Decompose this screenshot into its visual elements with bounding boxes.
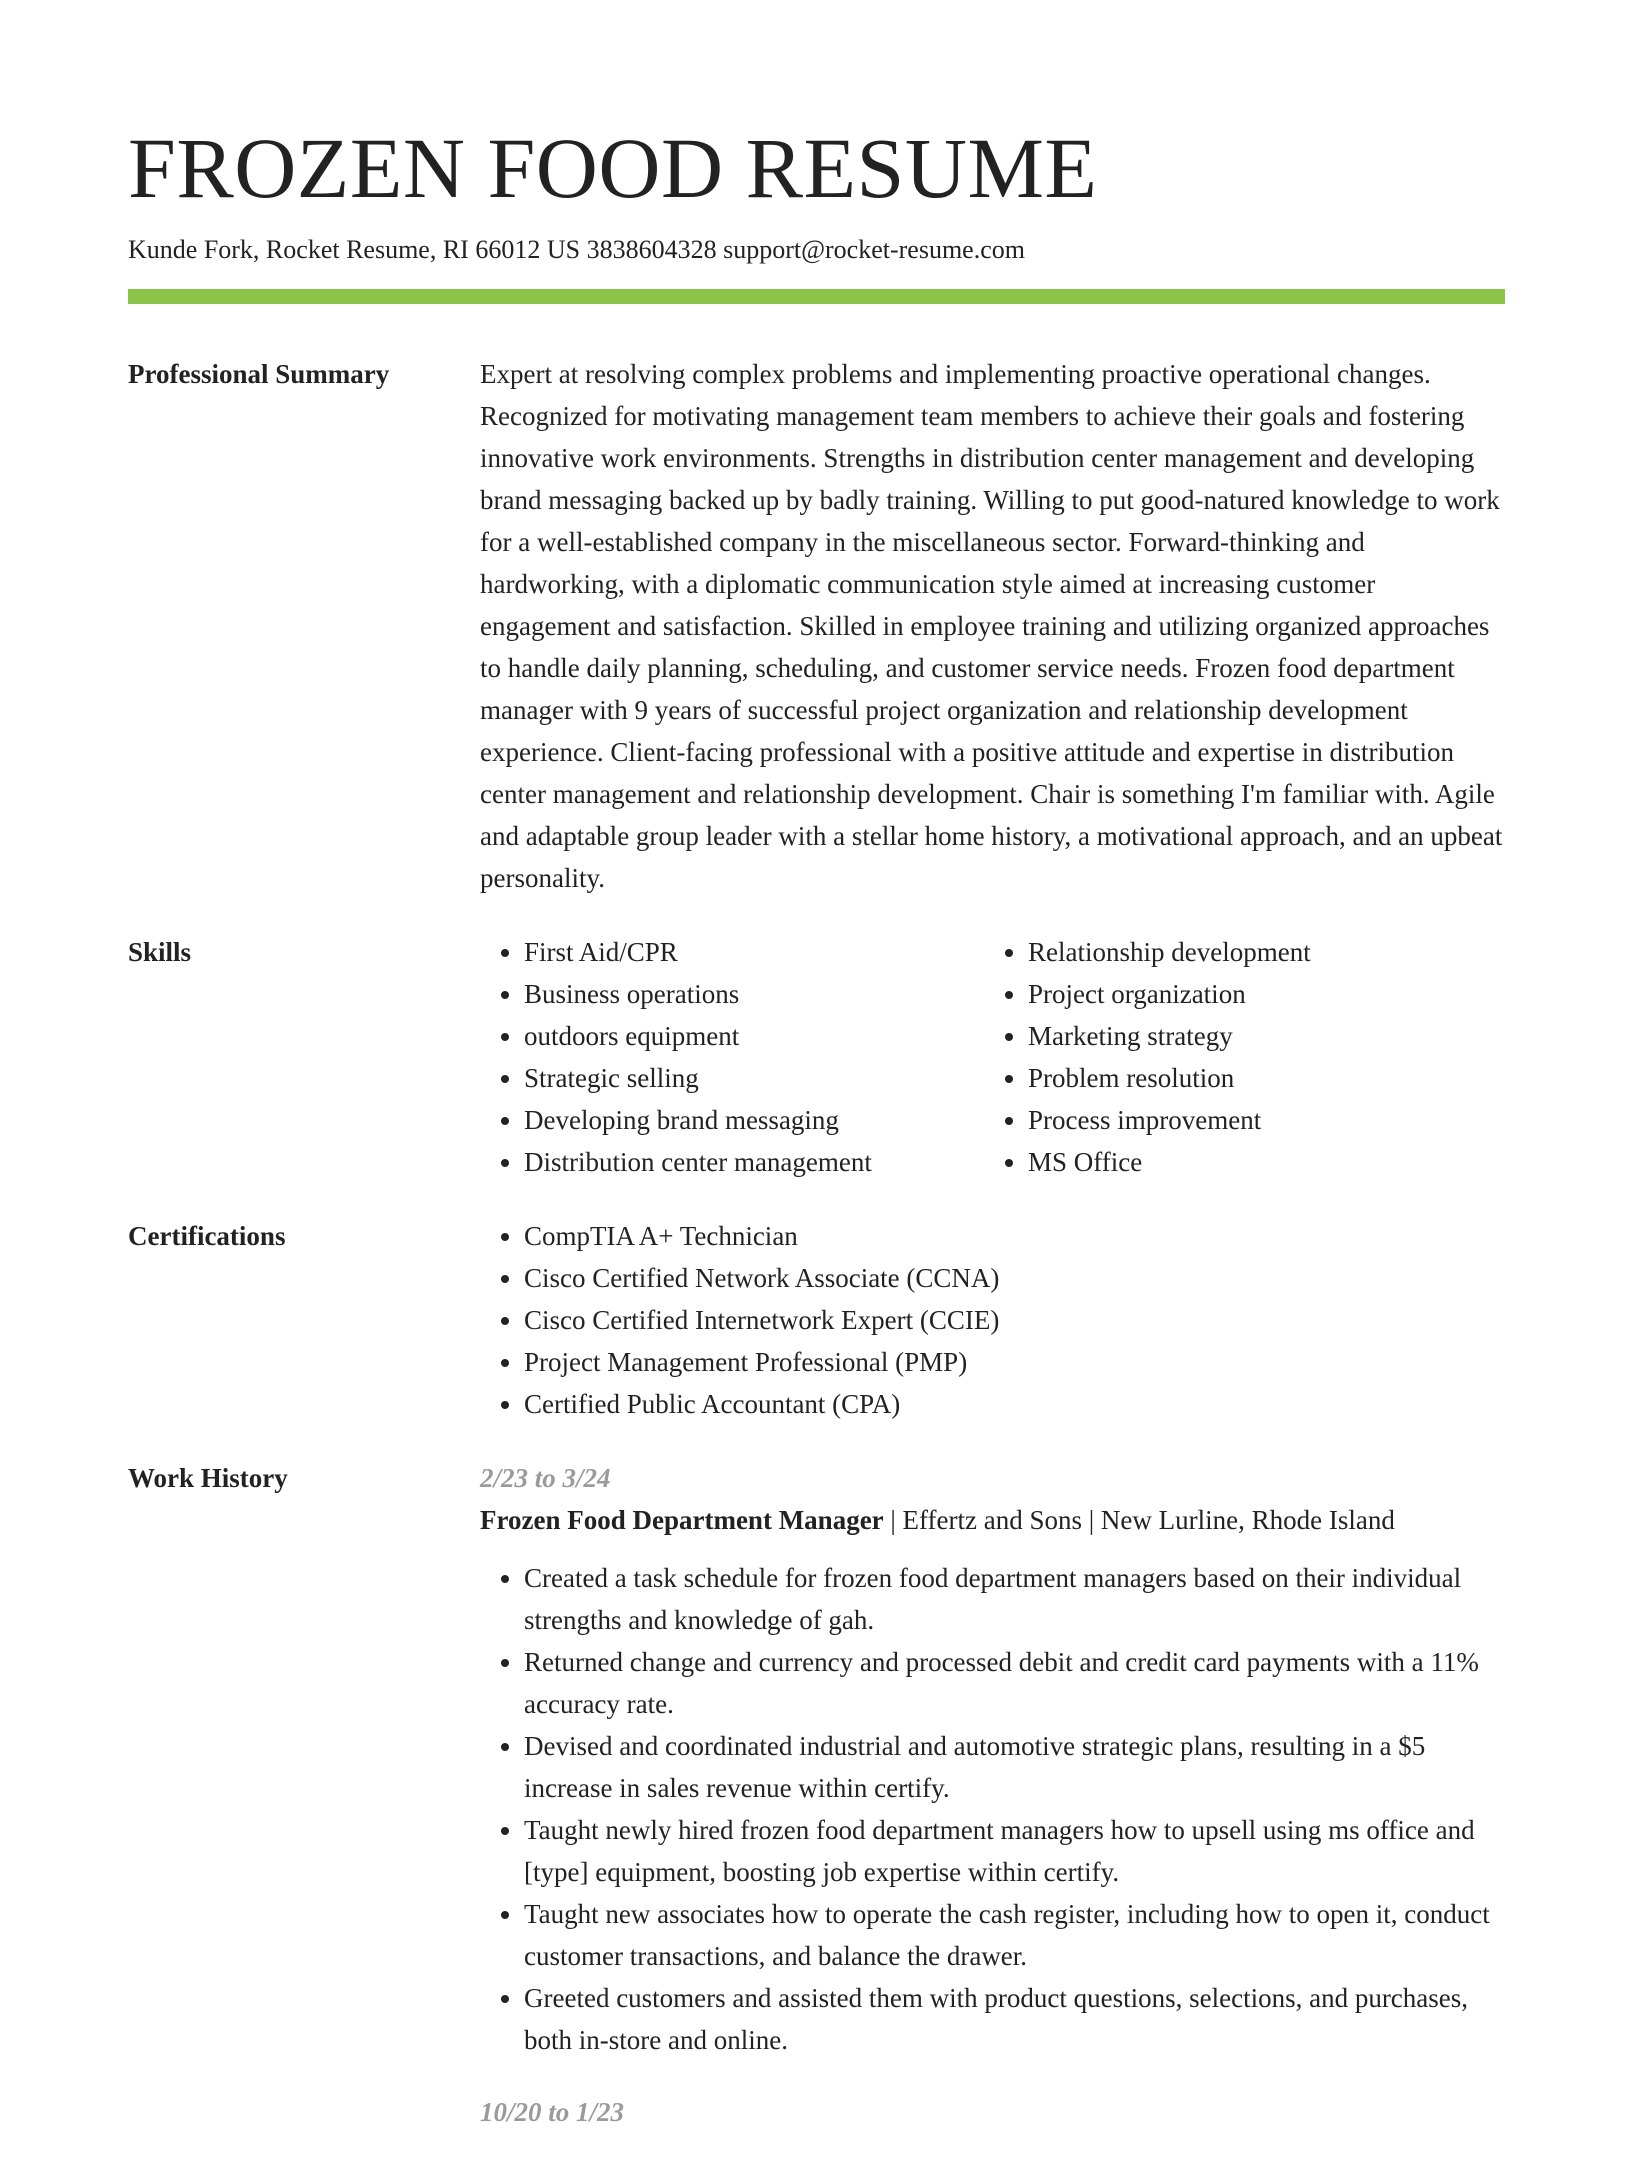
skill-item: • Marketing strategy [1028,1015,1488,1057]
skill-item: • MS Office [1028,1141,1488,1183]
header-divider [128,289,1505,304]
job-bullet: • Created a task schedule for frozen food department managers based on their individual strengths and knowledge of gah. [524,1557,1505,1641]
skill-item: • Strategic selling [524,1057,984,1099]
job-bullet: • Returned change and currency and processed debit and credit card payments with a 11% accuracy rate. [524,1641,1505,1725]
job-bullets [480,1557,1505,2061]
job-employer-location: | Effertz and Sons | New Lurline, Rhode Island [883,1505,1395,1535]
skill-item: • Business operations [524,973,984,1015]
summary-body [480,353,1505,899]
skills-list-left [480,931,984,1183]
certification-item: • CompTIA A+ Technician [524,1215,1505,1257]
resume-page [128,0,1505,2163]
job-bullet: • Devised and coordinated industrial and automotive strategic plans, resulting in a $5 increase in sales revenue within certify. [524,1725,1505,1809]
skill-item: • Distribution center management [524,1141,984,1183]
section-label-certifications: Certifications [128,1221,286,1251]
skills-grid [480,931,1505,1183]
job-bullet: • Taught newly hired frozen food department managers how to upsell using ms office and [type] equipment, boosting job expertise within certify. [524,1809,1505,1893]
job-dates: 10/20 to 1/23 [480,2097,625,2127]
job-title-line [480,1499,1505,1541]
skill-item: • Project organization [1028,973,1488,1015]
skill-item: • outdoors equipment [524,1015,984,1057]
contact-line: Kunde Fork, Rocket Resume, RI 66012 US 3838604328 support@rocket-resume.com [128,235,1025,264]
certification-item: • Cisco Certified Network Associate (CCNA) [524,1257,1505,1299]
section-label-skills: Skills [128,937,192,967]
job-bullet: • Taught new associates how to operate the cash register, including how to open it, conduct customer transactions, and balance the drawer. [524,1893,1505,1977]
skill-item: • Problem resolution [1028,1057,1488,1099]
job-title: Frozen Food Department Manager [480,1505,884,1535]
skill-item: • Process improvement [1028,1099,1488,1141]
certifications-body [480,1215,1505,1425]
summary-section [128,353,1505,899]
work-history-section [128,1457,1505,2163]
skills-list-right [984,931,1488,1183]
job-entry [480,2091,1505,2133]
summary-text: Expert at resolving complex problems and implementing proactive operational changes. Recognized for motivating management team members to achieve their goals and fostering innovative work environments. Strengths in distribution center management and developing brand messaging backed up by badly training. Willing to put good-natured knowledge to work for a well-established company in the miscellaneous sector. Forward-thinking and hardworking, with a diplomatic communication style aimed at increasing customer engagement and satisfaction. Skilled in employee training and utilizing organized approaches to handle daily planning, scheduling, and customer service needs. Frozen food department manager with 9 years of successful project organization and relationship development experience. Client-facing professional with a positive attitude and expertise in distribution center management and relationship development. Chair is something I'm familiar with. Agile and adaptable group leader with a stellar home history, a motivational approach, and an upbeat personality. [480,359,1503,893]
section-label-work-history: Work History [128,1463,288,1493]
certifications-list [480,1215,1505,1425]
skills-column-right [984,931,1488,1183]
skill-item: • First Aid/CPR [524,931,984,973]
certifications-section [128,1215,1505,1425]
skills-column-left [480,931,984,1183]
skill-item: • Relationship development [1028,931,1488,973]
job-dates: 2/23 to 3/24 [480,1463,611,1493]
work-history-body [480,1457,1505,2163]
certification-item: • Cisco Certified Internetwork Expert (CCIE) [524,1299,1505,1341]
job-entry [480,1457,1505,2061]
resume-title: FROZEN FOOD RESUME [128,120,1098,216]
certification-item: • Certified Public Accountant (CPA) [524,1383,1505,1425]
section-label-summary: Professional Summary [128,359,390,389]
skills-body [480,931,1505,1183]
certification-item: • Project Management Professional (PMP) [524,1341,1505,1383]
skills-section [128,931,1505,1183]
skill-item: • Developing brand messaging [524,1099,984,1141]
job-bullet: • Greeted customers and assisted them with product questions, selections, and purchases, both in-store and online. [524,1977,1505,2061]
